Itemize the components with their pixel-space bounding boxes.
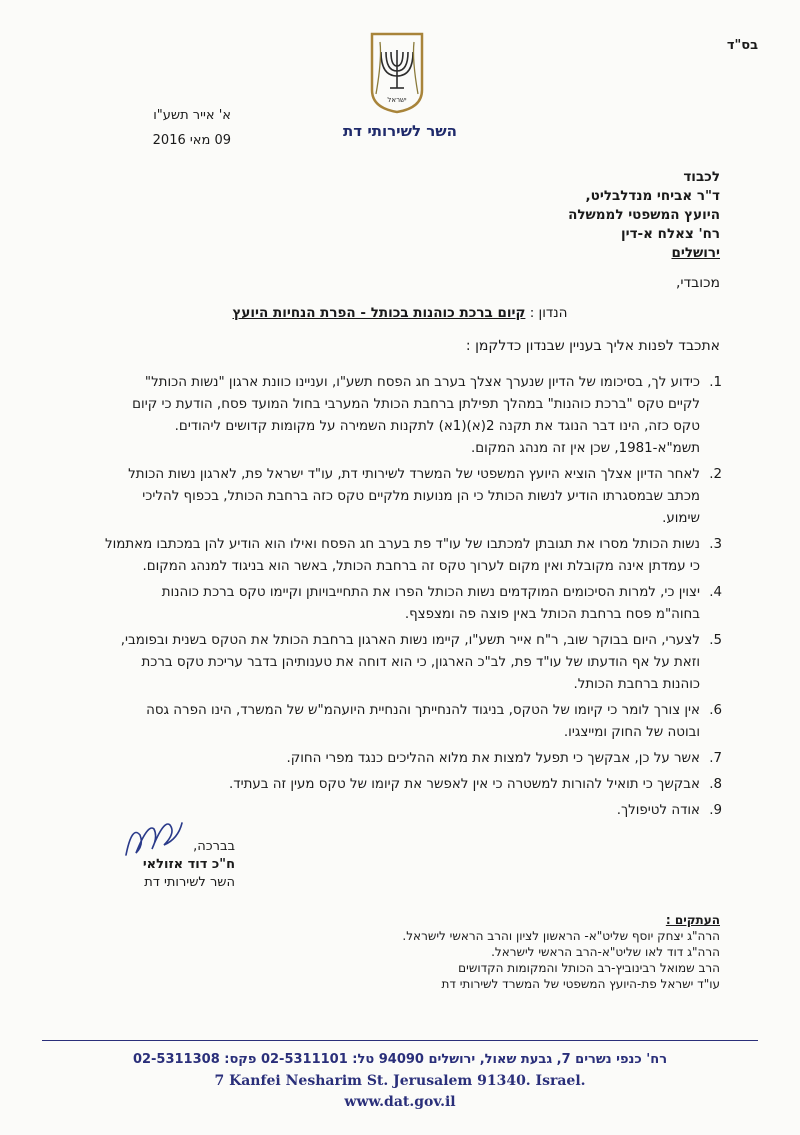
item-line: תשמ"א-1981, שכן אין זה מנהג המקום.: [471, 441, 700, 456]
cc-line: הרה"ג יצחק יוסף שליט"א- הראשון לציון והרב הראשי לישראל.: [402, 929, 720, 943]
numbered-item: [80, 774, 722, 796]
cc-heading: העתקים :: [665, 913, 720, 927]
minister-title: השר לשירותי דת: [343, 122, 457, 140]
item-number: 9.: [709, 803, 722, 818]
footer-english-address: 7 Kanfei Nesharim St. Jerusalem 91340. Israel.: [214, 1073, 586, 1089]
addressee-line: ד"ר אביחי מנדלבליט,: [585, 188, 720, 204]
item-number: 6.: [709, 703, 722, 718]
cc-block: [200, 912, 720, 992]
footer-hebrew-address: רח' כנפי נשרים 7, גבעת שאול, ירושלים 94090 טל: 02-5311101 פקס: 02-5311308: [132, 1052, 668, 1067]
item-line: כוהנות ברחבת הכותל.: [573, 677, 700, 692]
item-number: 4.: [709, 585, 722, 600]
subject-label: הנדון :: [529, 305, 568, 321]
item-number: 2.: [709, 467, 722, 482]
item-number: 3.: [709, 537, 722, 552]
numbered-item: [80, 582, 722, 626]
numbered-item: [80, 748, 722, 770]
addressee-block: [320, 168, 720, 263]
numbered-item: [80, 700, 722, 744]
addressee-city: ירושלים: [671, 245, 720, 261]
item-line: וזאת על אף הודעתו של עו"ד פת, לב"כ הארגון, כי הוא דוחה את טענותיהן בדבר עריכת טקס ברכת: [141, 655, 700, 670]
item-number: 7.: [709, 751, 722, 766]
addressee-line: לכבוד: [683, 169, 720, 185]
numbered-item: [80, 372, 722, 460]
closing: בברכה,: [193, 839, 235, 854]
addressee-line: היועץ המשפטי לממשלה: [568, 207, 720, 223]
numbered-item: [80, 464, 722, 530]
item-line: אשר על כן, אבקשך כי תפעל למצות את מלוא ההליכים כנגד מפרי החוק.: [286, 751, 700, 766]
state-emblem: [368, 30, 426, 114]
item-line: לצערי, היום בבוקר שוב, ר"ח אייר תשע"ו, קיימו נשות הארגון ברחבת הכותל את הטקס בשנית ובפומבי,: [120, 633, 700, 648]
item-line: כידוע לך, בסיכומו של הדיון שנערך אצלך בערב חג הפסח תשע"ו, ועניינו כוונת ארגון "נשות הכותל": [144, 375, 700, 390]
intro-paragraph: אתכבד לפנות אליך בעניין שבנדון כדלקמן :: [465, 338, 720, 354]
item-line: בחוה"מ פסח ברחבת הכותל באין פוצה פה ומצפצף.: [404, 607, 700, 622]
item-line: נשות הכותל מסרו את תגובתן למכתבו של עו"ד פת בערב חג הפסח ואילו הוא הודיע להן במכתבו מאתמול: [104, 537, 700, 552]
numbered-item: [80, 630, 722, 696]
cc-line: הרה"ג דוד לאו שליט"א-הרב הראשי לישראל.: [491, 945, 720, 959]
item-number: 1.: [709, 375, 722, 390]
item-line: לקיים טקס "ברכת כוהנות" במהלך תפילתן ברחבת הכותל המערבי בחול המועד פסח, הודעת כי קיום: [132, 397, 700, 412]
numbered-item: [80, 534, 722, 578]
item-line: יצוין כי, למרות הסיכומים המוקדמים נשות הכותל הפרו את התחייבויותן וקיימו טקס ברכת כוהנות: [161, 585, 700, 600]
bsd-mark: בס"ד: [726, 38, 758, 53]
item-line: טקס כזה, הינו דבר הנוגד את תקנה 2(א)(1א) לתקנות השמירה על מקומות קדושים ליהודים.: [174, 419, 700, 434]
signature-block: [100, 838, 235, 892]
item-line: לאחר הדיון אצלך הוציא היועץ המשפטי של המשרד לשירותי דת, עו"ד ישראל פת, לארגון נשות הכותל: [128, 467, 700, 482]
cc-line: הרב שמואל רבינוביץ-רב הכותל והמקומות הקדושים: [458, 961, 720, 975]
item-line: אודה לטיפולך.: [616, 803, 700, 818]
item-line: ובוטה של החוק ומייצגיו.: [563, 725, 700, 740]
signatory-title: השר לשירותי דת: [144, 875, 235, 890]
item-line: אין צורך לומר כי קיומו של הטקס, בניגוד להנחייתך והנחיית היועהמ"ש של המשרד, הינו הפרה גסה: [146, 703, 700, 718]
letter-body: [80, 372, 722, 826]
item-line: שימוע.: [662, 511, 700, 526]
menorah-icon: [381, 50, 413, 88]
item-line: מכתב שבמסגרתו הודיע לנשות הכותל כי הן מנועות מלקיים טקס כזה ברחבת הכותל, בכפוף להליכי: [142, 489, 700, 504]
signatory-name: ח"כ דוד אזולאי: [142, 857, 235, 872]
cc-line: עו"ד ישראל פת-היועץ המשפטי של המשרד לשירותי דת: [441, 977, 720, 991]
item-line: אבקשך כי תואיל להורות למשטרה כי אין לאפשר את קיומו של טקס מעין זה בעתיד.: [229, 777, 700, 792]
item-line: כי עמדתן אינה מקובלת ואין מקום לערוך טקס זה ברחבת הכותל, באשר הוא בניגוד למנהג המקום.: [142, 559, 700, 574]
gregorian-date: 09 מאי 2016: [152, 133, 231, 148]
footer-divider: [42, 1040, 758, 1041]
footer-website[interactable]: www.dat.gov.il: [344, 1094, 456, 1110]
item-number: 8.: [709, 777, 722, 792]
addressee-line: רח' צאלח א-דין: [621, 226, 720, 242]
subject-title: קיום ברכת כוהנות בכותל - הפרת הנחיות היועץ: [232, 305, 526, 321]
subject-line: [80, 305, 720, 321]
emblem-text: ישראל: [387, 96, 407, 104]
salutation: מכובדי,: [675, 275, 720, 291]
item-number: 5.: [709, 633, 722, 648]
hebrew-date: א' אייר תשע"ו: [153, 108, 231, 123]
